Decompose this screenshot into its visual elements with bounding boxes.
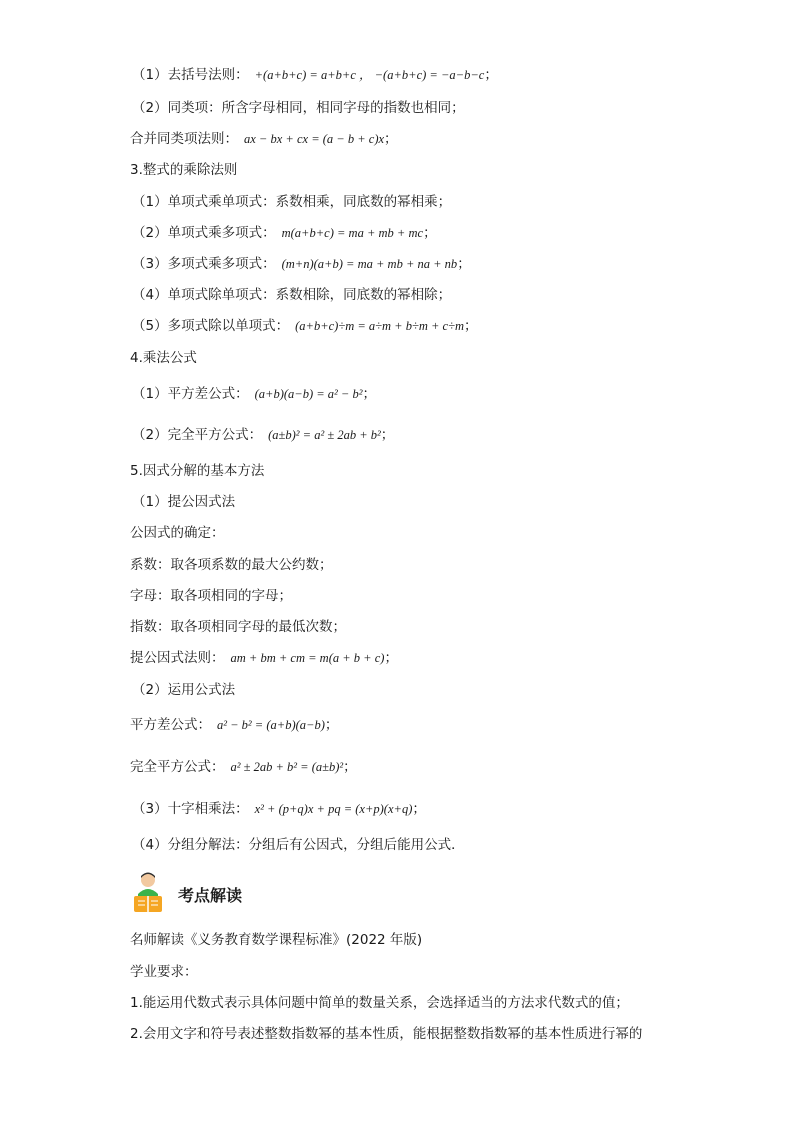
- line-label: 系数：取各项系数的最大公约数；: [130, 557, 333, 573]
- line-label: （1）提公因式法: [132, 494, 236, 510]
- line-label: （1）平方差公式：: [132, 386, 249, 402]
- text-line: [130, 523, 225, 543]
- line-tail: ；: [362, 386, 376, 402]
- text-line: [132, 254, 471, 274]
- line-label: 名师解读《义务教育数学课程标准》(2022 年版): [130, 932, 423, 948]
- line-label: （2）完全平方公式：: [132, 427, 263, 443]
- text-line: [130, 930, 422, 950]
- line-label: （4）单项式除单项式：系数相除，同底数的幂相除；: [132, 287, 452, 303]
- text-line: [130, 586, 292, 606]
- text-line: [130, 962, 198, 982]
- line-formula: a² ± 2ab + b² = (a±b)²: [230, 760, 344, 774]
- line-formula: (a+b+c)÷m = a÷m + b÷m + c÷m: [295, 319, 464, 333]
- line-tail: ；: [457, 256, 471, 272]
- text-line: [132, 384, 376, 404]
- text-line: [132, 680, 235, 700]
- text-line: [132, 192, 451, 212]
- text-line: [130, 993, 629, 1013]
- line-tail: ；: [464, 318, 478, 334]
- line-formula: m(a+b+c) = ma + mb + mc: [281, 226, 424, 240]
- line-label: （4）分组分解法：分组后有公因式，分组后能用公式．: [132, 837, 465, 853]
- reading-student-icon: [130, 870, 166, 914]
- line-label: 指数：取各项相同字母的最低次数；: [130, 619, 346, 635]
- text-line: [130, 648, 398, 668]
- text-line: [132, 835, 465, 855]
- line-formula: (a+b)(a−b) = a² − b²: [254, 387, 363, 401]
- section-header: [130, 870, 430, 916]
- line-formula: a² − b² = (a+b)(a−b): [217, 718, 325, 732]
- line-label: （1）单项式乘单项式：系数相乘，同底数的幂相乘；: [132, 194, 452, 210]
- line-label: 公因式的确定：: [130, 525, 225, 541]
- line-label: （2）运用公式法: [132, 682, 236, 698]
- line-label: 平方差公式：: [130, 717, 211, 733]
- line-formula: x² + (p+q)x + pq = (x+p)(x+q): [254, 802, 413, 816]
- text-line: [130, 1024, 642, 1044]
- section-title: 考点解读: [178, 886, 243, 905]
- text-line: [132, 98, 465, 118]
- text-line: [132, 799, 426, 819]
- line-formula: am + bm + cm = m(a + b + c): [230, 651, 385, 665]
- text-line: [132, 316, 478, 336]
- text-line: [132, 425, 394, 445]
- line-tail: ；: [324, 717, 339, 733]
- line-label: 5.因式分解的基本方法: [130, 463, 265, 479]
- line-label: 1.能运用代数式表示具体问题中简单的数量关系，会选择适当的方法求代数式的值；: [130, 995, 629, 1011]
- line-label: （5）多项式除以单项式：: [132, 318, 290, 334]
- line-label: （2）单项式乘多项式：: [132, 225, 276, 241]
- section-heading: [130, 461, 264, 481]
- line-label: 4.乘法公式: [130, 350, 197, 366]
- line-formula: (m+n)(a+b) = ma + mb + na + nb: [281, 257, 458, 271]
- line-tail: ；: [384, 650, 398, 666]
- line-label: 合并同类项法则：: [130, 131, 238, 147]
- line-tail: ；: [343, 759, 357, 775]
- line-label: 提公因式法则：: [130, 650, 225, 666]
- line-tail: ；: [380, 427, 395, 443]
- line-tail: ；: [484, 67, 498, 83]
- section-heading: [130, 160, 237, 180]
- line-tail: ；: [384, 131, 398, 147]
- line-label: （1）去括号法则：: [132, 67, 249, 83]
- text-line: [132, 223, 437, 243]
- line-label: 完全平方公式：: [130, 759, 225, 775]
- text-line: [130, 617, 346, 637]
- line-label: （2）同类项：所含字母相同，相同字母的指数也相同；: [132, 100, 465, 116]
- text-line: [130, 715, 338, 735]
- line-label: （3）十字相乘法：: [132, 801, 249, 817]
- line-label: 学业要求：: [130, 964, 198, 980]
- line-tail: ；: [412, 801, 426, 817]
- line-tail: ；: [423, 225, 437, 241]
- line-formula: (a±b)² = a² ± 2ab + b²: [268, 428, 381, 442]
- text-line: [132, 65, 498, 85]
- text-line: [130, 555, 333, 575]
- line-label: 字母：取各项相同的字母；: [130, 588, 292, 604]
- line-formula: ax − bx + cx = (a − b + c)x: [244, 132, 385, 146]
- line-formula: +(a+b+c) = a+b+c ， −(a+b+c) = −a−b−c: [254, 68, 485, 82]
- line-label: 2.会用文字和符号表述整数指数幂的基本性质，能根据整数指数幂的基本性质进行幂的: [130, 1026, 643, 1042]
- text-line: [130, 129, 398, 149]
- section-heading: [130, 348, 197, 368]
- line-label: 3.整式的乘除法则: [130, 162, 238, 178]
- text-line: [130, 757, 357, 777]
- text-line: [132, 285, 451, 305]
- line-label: （3）多项式乘多项式：: [132, 256, 276, 272]
- text-line: [132, 492, 235, 512]
